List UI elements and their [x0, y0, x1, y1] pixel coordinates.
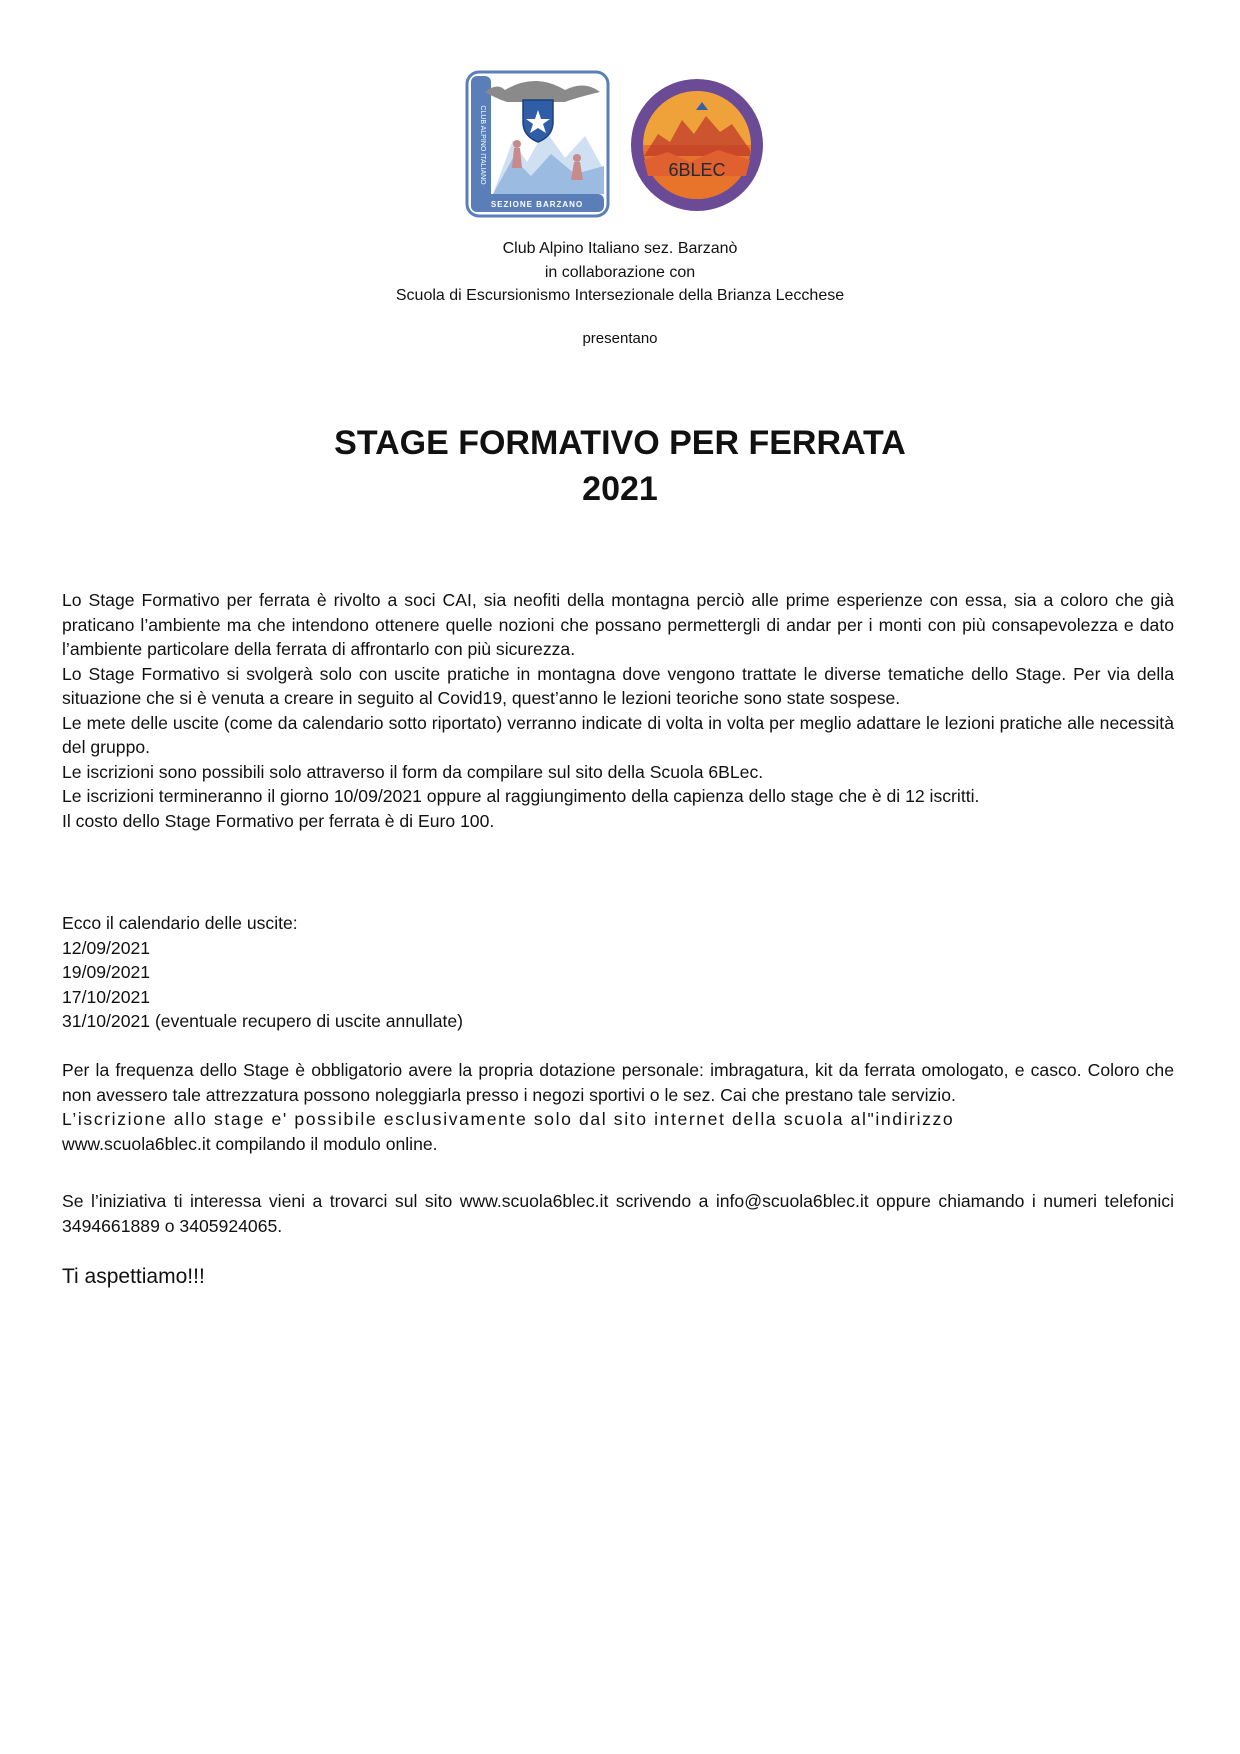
presenter-line-2: in collaborazione con	[544, 263, 696, 281]
closing-text: Ti aspettiamo!!!	[62, 1265, 205, 1288]
registration-paragraph: L’iscrizione allo stage e' possibile esclusivamente solo dal sito internet della scuola al"indirizzo	[62, 1109, 955, 1129]
6blec-logo	[628, 76, 766, 214]
calendar-heading: Ecco il calendario delle uscite:	[62, 913, 298, 933]
logo-row	[0, 70, 1240, 220]
intro-paragraph-1: Lo Stage Formativo per ferrata è rivolto a soci CAI, sia neofiti della montagna perciò alle prime esperienze con essa, sia a coloro che già praticano l’ambiente ma che intendono ottenere quelle nozioni che possano permettergli di andar per i monti con più consapevolezza e dato l’ambiente particolare della ferrata di affrontarlo con più sicurezza.	[62, 590, 1174, 659]
page-title	[0, 420, 1240, 512]
equipment-section	[62, 1058, 1174, 1156]
presenters-block	[0, 237, 1240, 308]
calendar-date: 19/09/2021	[62, 962, 151, 982]
cai-arc-text: CLUB ALPINO ITALIANO	[479, 105, 486, 185]
presenter-line-3: Scuola di Escursionismo Intersezionale della Brianza Lecchese	[395, 287, 845, 304]
intro-paragraph-6: Il costo dello Stage Formativo per ferrata è di Euro 100.	[62, 810, 495, 831]
title-line-1: STAGE FORMATIVO PER FERRATA	[334, 424, 906, 462]
contact-paragraph: Se l’iniziativa ti interessa vieni a trovarci sul sito www.scuola6blec.it scrivendo a info@scuola6blec.it oppure chiamando i numeri telefonici 3494661889 o 3405924065.	[62, 1191, 1174, 1236]
registration-paragraph-cont: www.scuola6blec.it compilando il modulo online.	[62, 1133, 438, 1154]
title-line-2: 2021	[582, 470, 658, 508]
intro-paragraph-5: Le iscrizioni termineranno il giorno 10/09/2021 oppure al raggiungimento della capienza dello stage che è di 12 iscritti.	[62, 786, 980, 806]
equipment-paragraph: Per la frequenza dello Stage è obbligatorio avere la propria dotazione personale: imbragatura, kit da ferrata omologato, e casco. Coloro che non avessero tale attrezzatura possono noleggiarla presso i negozi sportivi o le sez. Cai che prestano tale servizio.	[62, 1060, 1174, 1105]
presentano-text: presentano	[582, 330, 658, 347]
club-alpino-italiano-logo	[465, 70, 610, 218]
contact-section	[62, 1189, 1174, 1238]
intro-paragraph-2: Lo Stage Formativo si svolgerà solo con uscite pratiche in montagna dove vengono trattate le diverse tematiche dello Stage. Per via della situazione che si è venuta a creare in seguito al Covid19, quest’anno le lezioni teoriche sono state sospese.	[62, 663, 1174, 708]
calendar-date: 12/09/2021	[62, 937, 151, 958]
6blec-center-text: 6BLEC	[668, 160, 726, 180]
cai-bottom-text: SEZIONE BARZANO	[490, 200, 584, 209]
intro-paragraph-3: Le mete delle uscite (come da calendario sotto riportato) verranno indicate di volta in volta per meglio adattare le lezioni pratiche alle necessità del gruppo.	[62, 712, 1174, 757]
intro-section	[62, 588, 1174, 833]
intro-paragraph-4: Le iscrizioni sono possibili solo attraverso il form da compilare sul sito della Scuola 6BLec.	[62, 761, 764, 782]
calendar-date: 17/10/2021	[62, 986, 151, 1007]
presenter-line-1: Club Alpino Italiano sez. Barzanò	[502, 240, 738, 257]
calendar-date: 31/10/2021 (eventuale recupero di uscite annullate)	[62, 1011, 464, 1031]
calendar-section	[62, 911, 1174, 1034]
